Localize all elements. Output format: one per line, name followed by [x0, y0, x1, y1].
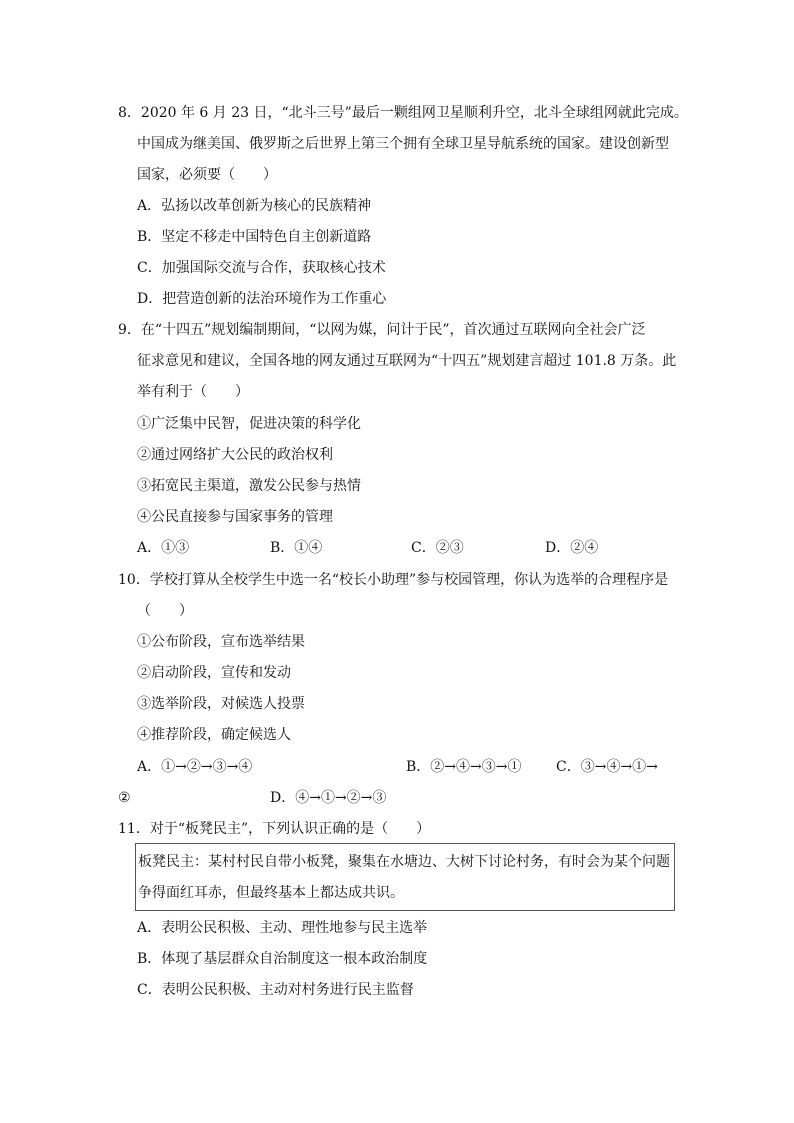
- q9-option-b: B．①④: [270, 540, 323, 556]
- q9-item-3: ③拓宽民主渠道，激发公民参与热情: [137, 478, 361, 494]
- q8-stem-line-2: 中国成为继美国、俄罗斯之后世界上第三个拥有全球卫星导航系统的国家。建设创新型: [137, 136, 669, 152]
- q9-stem-line-3: 举有利于（ ）: [137, 384, 249, 400]
- q8-option-a: A．弘扬以改革创新为核心的民族精神: [137, 198, 372, 214]
- q11-material-line-2: 争得面红耳赤，但最终基本上都达成共识。: [138, 885, 404, 901]
- q10-stem-line-1: 10．学校打算从全校学生中选一名“校长小助理”参与校园管理，你认为选举的合理程序是: [118, 572, 669, 588]
- q11-stem: 11．对于“板凳民主”，下列认识正确的是（ ）: [118, 821, 431, 837]
- q10-stem-line-2: （ ）: [137, 603, 193, 619]
- q9-option-c: C．②③: [411, 540, 464, 556]
- q10-item-1: ①公布阶段，宣布选举结果: [137, 634, 305, 650]
- q11-option-b: B．体现了基层群众自治制度这一根本政治制度: [137, 951, 428, 967]
- q9-option-a: A．①③: [137, 540, 190, 556]
- q9-stem-line-2: 征求意见和建议，全国各地的网友通过互联网为“十四五”规划建言超过 101.8 万条。此: [137, 353, 677, 369]
- q8-stem-line-3: 国家，必须要（ ）: [137, 167, 277, 183]
- q10-option-c: C．③→④→①→: [556, 759, 658, 775]
- q9-item-1: ①广泛集中民智，促进决策的科学化: [137, 416, 361, 432]
- q11-option-c: C．表明公民积极、主动对村务进行民主监督: [137, 982, 414, 998]
- q9-stem-line-1: 9．在“十四五”规划编制期间，“以网为媒，问计于民”，首次通过互联网向全社会广泛: [118, 322, 646, 338]
- q9-item-4: ④公民直接参与国家事务的管理: [137, 509, 333, 525]
- q10-item-3: ③选举阶段，对候选人投票: [137, 696, 305, 712]
- q11-option-a: A．表明公民积极、主动、理性地参与民主选举: [137, 920, 428, 936]
- q9-option-d: D．②④: [545, 540, 599, 556]
- q10-option-c-continued: ②: [118, 790, 131, 806]
- q9-item-2: ②通过网络扩大公民的政治权利: [137, 447, 333, 463]
- q8-option-d: D．把营造创新的法治环境作为工作重心: [137, 291, 387, 307]
- q8-option-b: B．坚定不移走中国特色自主创新道路: [137, 229, 372, 245]
- q10-item-4: ④推荐阶段，确定候选人: [137, 727, 291, 743]
- q10-option-a: A．①→②→③→④: [137, 759, 253, 775]
- q8-option-c: C．加强国际交流与合作，获取核心技术: [137, 260, 386, 276]
- q10-option-b: B．②→④→③→①: [406, 759, 522, 775]
- q11-material-line-1: 板凳民主：某村村民自带小板凳，聚集在水塘边、大树下讨论村务，有时会为某个问题: [138, 854, 670, 870]
- q10-item-2: ②启动阶段，宣传和发动: [137, 665, 291, 681]
- q8-stem-line-1: 8．2020 年 6 月 23 日，“北斗三号”最后一颗组网卫星顺利升空，北斗全球组网就此完成。: [118, 105, 688, 121]
- q10-option-d: D．④→①→②→③: [270, 790, 387, 806]
